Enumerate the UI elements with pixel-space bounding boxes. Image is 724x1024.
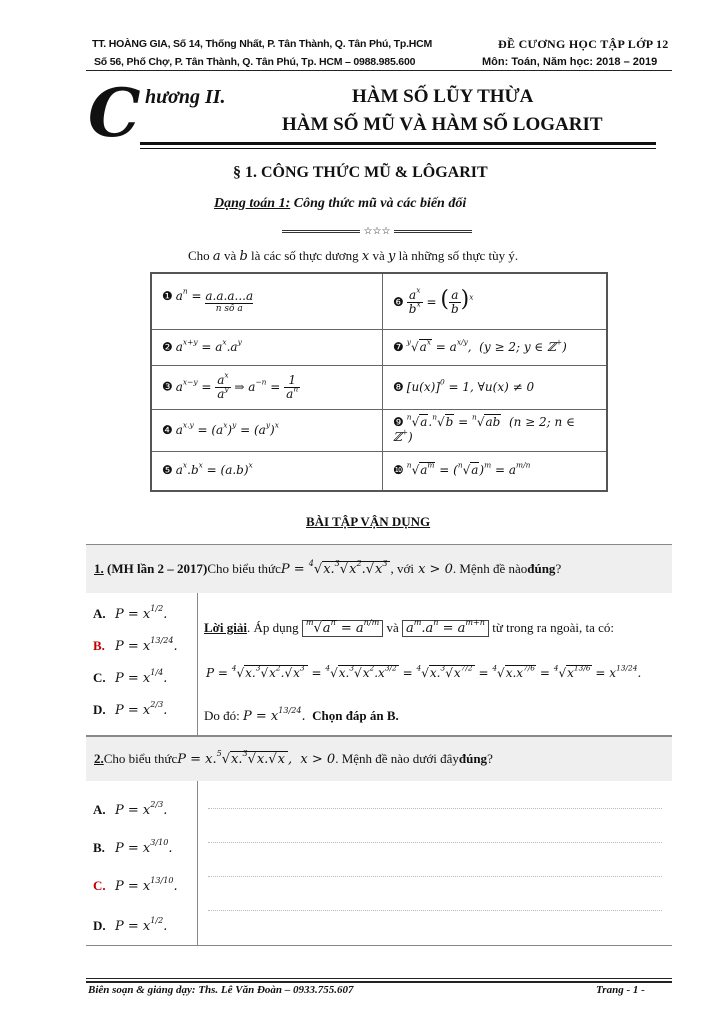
conclusion-text: Do đó: <box>204 708 243 723</box>
stars-divider <box>282 226 472 237</box>
chapter-label: hương II. <box>145 86 226 108</box>
q2-option-b[interactable]: B. $P = x^{3/10}$. <box>93 837 173 856</box>
question-1-text: , với <box>390 561 414 576</box>
footer-rule-thick <box>86 981 672 983</box>
footer-page-number: Trang - 1 - <box>596 984 645 996</box>
bullet-5: ❺ <box>162 463 173 478</box>
formula-cell-3: ❸ $a^{x-y}$ = $\frac{a^x}{a^y}$ ⇒ $a^{-n}$ = $\frac{1}{a^n}$ <box>151 365 383 409</box>
question-1-emph: đúng <box>527 561 556 576</box>
solution-label: Lời giải <box>204 620 247 635</box>
formula-row <box>151 329 607 365</box>
intro-var-x: x <box>361 249 370 264</box>
question-2-emph: đúng <box>458 751 488 766</box>
intro-var-a: a <box>212 249 221 264</box>
q1-option-d[interactable]: D. $P = x^{2/3}$. <box>93 699 168 718</box>
q1-option-b[interactable]: B. $P = x^{13/24}$. <box>93 635 178 654</box>
dang-toan-title: Công thức mũ và các biến đổi <box>293 196 467 211</box>
bullet-7: ❼ <box>393 339 404 354</box>
question-2-divider <box>197 781 198 945</box>
q1-letter-a: A. <box>93 606 106 621</box>
question-1-text: Cho biểu thức <box>207 561 281 576</box>
answer-line[interactable] <box>208 876 662 877</box>
q1-solution-line1: Lời giải. Áp dụng $^m√a^n = a^{n/m}$ và $a^m.a^n = a^{m+n}$ từ trong ra ngoài, ta có: <box>204 617 615 636</box>
section-title: § 1. CÔNG THỨC MŨ & LÔGARIT <box>233 164 488 181</box>
answer-line[interactable] <box>208 910 662 911</box>
intro-part: là các số thực dương <box>247 248 362 263</box>
intro-var-y: y <box>388 249 396 264</box>
q1-conclusion: Do đó: $P = x^{13/24}$. Chọn đáp án B. <box>204 705 399 724</box>
q2-letter-c: C. <box>93 878 106 893</box>
question-2-text: . Mệnh đề nào dưới đây <box>335 751 459 766</box>
intro-part: Cho <box>188 248 213 263</box>
formula-cell-10: ❿ $^n√a^m = (^n√a)^m = a^{m/n}$ <box>383 451 608 491</box>
intro-text <box>188 248 518 264</box>
q2-option-c[interactable]: C. $P = x^{13/10}$. <box>93 875 178 894</box>
chapter-rule-thin <box>140 148 656 149</box>
q1-option-a[interactable]: A. $P = x^{1/2}$. <box>93 603 168 622</box>
dang-toan-label: Dạng toán 1: <box>214 196 291 211</box>
formula-row <box>151 365 607 409</box>
q2-option-a[interactable]: A. $P = x^{2/3}$. <box>93 799 168 818</box>
q1-letter-c: C. <box>93 670 106 685</box>
q2-letter-a: A. <box>93 802 106 817</box>
bullet-1: ❶ <box>162 288 173 303</box>
formula-cell-9: ❾ $^n$√a.$^n$√b = $^n$√ab (n ≥ 2; n ∈ ℤ+) <box>383 409 608 451</box>
bullet-9: ❾ <box>393 415 404 429</box>
chosen-answer: Chọn đáp án B. <box>312 708 399 723</box>
bullet-4: ❹ <box>162 422 173 437</box>
formula-cell-6: ❻ $\frac{a^x}{b^x}$ = ( $\frac{a}{b}$ )$^x$ <box>383 273 608 329</box>
formula-cell-7: ❼ $^y√a^x = a^{x/y}$, (y ≥ 2; y ∈ ℤ+) <box>383 329 608 365</box>
bullet-2: ❷ <box>162 339 173 354</box>
bullet-3: ❸ <box>162 379 173 394</box>
question-2-stem: 2. Cho biểu thức P = x.$^5$√x.$^3$√x.√x , x > 0 . Mệnh đề nào dưới đây đúng ? <box>86 737 672 781</box>
solution-text: . Áp dụng <box>246 620 302 635</box>
solution-text: và <box>386 620 402 635</box>
formula-cell-2: ❷ $a^{x+y} = a^x.a^y$ <box>151 329 383 365</box>
header-rule <box>86 70 672 71</box>
formula-row <box>151 451 607 491</box>
q1-option-c[interactable]: C. $P = x^{1/4}$. <box>93 667 168 686</box>
intro-part: là những số thực tùy ý. <box>395 248 519 263</box>
question-1-text: ? <box>555 561 562 576</box>
solution-text: từ trong ra ngoài, ta có: <box>492 620 615 635</box>
question-2-text: ? <box>487 751 493 766</box>
intro-part: và <box>220 248 240 263</box>
q2-letter-b: B. <box>93 840 105 855</box>
intro-part: và <box>369 248 389 263</box>
q2-option-d[interactable]: D. $P = x^{1/2}$. <box>93 915 168 934</box>
question-1-text: . Mệnh đề nào <box>452 561 528 576</box>
question-1-source: (MH lần 2 – 2017) <box>107 561 208 576</box>
formula-cell-4: ❹ $a^{x.y} = (a^x)^y = (a^y)^x$ <box>151 409 383 451</box>
chapter-rule-thick <box>140 142 656 145</box>
dang-toan <box>214 196 466 212</box>
header-subject: Môn: Toán, Năm học: 2018 – 2019 <box>482 56 658 68</box>
bullet-10: ❿ <box>393 463 404 478</box>
bullet-8: ❽ <box>393 379 404 394</box>
q1-letter-b: B. <box>93 638 105 653</box>
question-2-text: Cho biểu thức <box>103 751 178 766</box>
header-address-2: Số 56, Phố Chợ, P. Tân Thành, Q. Tân Phú, Tp. HCM – 0988.985.600 <box>94 56 416 68</box>
footer-rule-thin <box>86 978 672 979</box>
stars: ☆☆☆ <box>363 226 391 237</box>
formula-cell-8: ❽ $[u(x)]^0 = 1$, ∀u(x) ≠ 0 <box>383 365 608 409</box>
chapter-dropcap: C <box>88 74 141 152</box>
question-1-divider <box>197 593 198 735</box>
intro-var-b: b <box>239 249 248 264</box>
f1-under-label: n số a <box>215 303 243 314</box>
footer-author: Biên soạn & giảng dạy: Ths. Lê Văn Đoàn – 0933.755.607 <box>88 984 354 996</box>
question-2-box <box>86 736 672 946</box>
question-2-number: 2. <box>94 751 104 766</box>
formula-row <box>151 273 607 329</box>
chapter-title-2: HÀM SỐ MŨ VÀ HÀM SỐ LOGARIT <box>282 114 603 135</box>
question-1-stem: 1. (MH lần 2 – 2017) Cho biểu thức $P = ^4√x.^3√x^2.√x^3$ , với x > 0 . Mệnh đề nào đúng ? <box>86 545 672 593</box>
header-address-1: TT. HOÀNG GIA, Số 14, Thống Nhất, P. Tân Thành, Q. Tân Phú, Tp.HCM <box>92 38 433 50</box>
question-1-number: 1. <box>94 561 104 576</box>
header-course-title: ĐỀ CƯƠNG HỌC TẬP LỚP 12 <box>498 37 669 51</box>
formula-cell-5: ❺ $a^x.b^x = (a.b)^x$ <box>151 451 383 491</box>
answer-line[interactable] <box>208 842 662 843</box>
formula-row <box>151 409 607 451</box>
exercises-title: BÀI TẬP VẬN DỤNG <box>306 514 431 529</box>
formula-cell-1: ❶ $a^n$ = a.a.a...a n số a <box>151 273 383 329</box>
formula-table <box>150 272 608 492</box>
bullet-6: ❻ <box>393 294 404 309</box>
answer-line[interactable] <box>208 808 662 809</box>
q1-letter-d: D. <box>93 702 106 717</box>
q2-letter-d: D. <box>93 918 106 933</box>
chapter-title-1: HÀM SỐ LŨY THỪA <box>352 86 534 107</box>
q1-solution-chain: $P = ^4√x.^3√x^2.√x^3 = ^4√x.^3√x^2.x^{3/2} = ^4√x.^3√x^{7/2} = ^4√x.x^{7/6} = ^4√x^{13/6} = x^{13/24}$. <box>206 663 642 680</box>
